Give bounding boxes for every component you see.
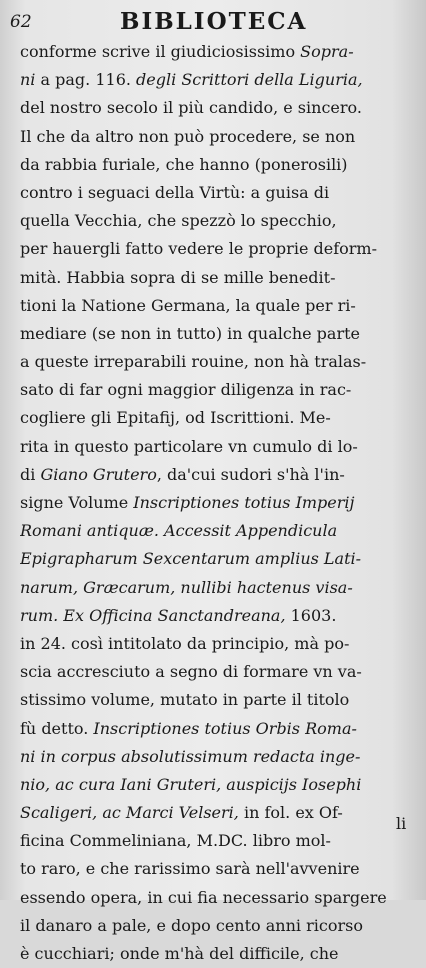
catchword: li bbox=[396, 814, 407, 833]
text-run: quella Vecchia, che spezzò lo specchio, bbox=[20, 211, 337, 231]
italic-text: ni bbox=[20, 70, 36, 90]
text-line bbox=[20, 38, 418, 66]
text-run: stissimo volume, mutato in parte il titolo bbox=[20, 690, 350, 710]
text-run: in 24. così intitolato da principio, mà po- bbox=[20, 633, 350, 653]
text-line bbox=[20, 602, 418, 630]
text-line bbox=[20, 658, 418, 686]
text-run: cogliere gli Epitafij, od Iscrittioni. Me- bbox=[20, 408, 331, 428]
text-line bbox=[20, 912, 418, 940]
body-text bbox=[20, 38, 418, 968]
text-run: essendo opera, in cui fia necessario spargere bbox=[20, 887, 387, 907]
text-line bbox=[20, 855, 418, 883]
text-run: mità. Habbia sopra di se mille benedit- bbox=[20, 267, 336, 287]
text-line bbox=[20, 235, 418, 263]
text-line bbox=[20, 884, 418, 912]
text-line bbox=[20, 404, 418, 432]
text-run: ficina Commeliniana, M.DC. libro mol- bbox=[20, 831, 331, 851]
text-line bbox=[20, 320, 418, 348]
text-line bbox=[20, 574, 418, 602]
text-line bbox=[20, 123, 418, 151]
text-run: mediare (se non in tutto) in qualche parte bbox=[20, 323, 360, 343]
text-run: conforme scrive il giudiciosissimo bbox=[20, 42, 301, 61]
italic-text: nio, ac cura Iani Gruteri, auspicijs Iosephi bbox=[20, 774, 362, 794]
text-line bbox=[20, 799, 418, 827]
text-line bbox=[20, 545, 418, 573]
italic-text: Inscriptiones totius Orbis Roma- bbox=[93, 718, 357, 738]
text-run: sato di far ogni maggior diligenza in rac- bbox=[20, 380, 352, 400]
text-run: a pag. 116. bbox=[35, 70, 137, 90]
text-run: di bbox=[20, 464, 41, 484]
text-line bbox=[20, 517, 418, 545]
italic-text: ni in corpus absolutissimum redacta inge- bbox=[20, 746, 361, 766]
italic-text: Sopra- bbox=[300, 42, 354, 61]
text-run: tioni la Natione Germana, la quale per ri- bbox=[20, 295, 356, 315]
text-line bbox=[20, 827, 418, 855]
text-line bbox=[20, 292, 418, 320]
page-number: 62 bbox=[10, 12, 32, 32]
italic-text: narum, Græcarum, nullibi hactenus visa- bbox=[20, 577, 353, 597]
text-line bbox=[20, 715, 418, 743]
text-line bbox=[20, 151, 418, 179]
text-line bbox=[20, 94, 418, 122]
text-run: contro i seguaci della Virtù: a guisa di bbox=[20, 182, 330, 202]
text-run: Il che da altro non può procedere, se non bbox=[20, 126, 356, 146]
text-line bbox=[20, 940, 418, 968]
text-run: il danaro a pale, e dopo cento anni ricorso bbox=[20, 915, 363, 935]
text-line bbox=[20, 771, 418, 799]
text-run: del nostro secolo il più candido, e sincero. bbox=[20, 98, 362, 118]
text-run: 1603. bbox=[285, 605, 337, 625]
text-run: fù detto. bbox=[20, 718, 94, 738]
text-line bbox=[20, 461, 418, 489]
page-header bbox=[0, 6, 426, 38]
italic-text: Scaligeri, ac Marci Velseri, bbox=[20, 803, 239, 823]
text-line bbox=[20, 743, 418, 771]
text-line bbox=[20, 376, 418, 404]
text-line bbox=[20, 207, 418, 235]
text-line bbox=[20, 348, 418, 376]
text-line bbox=[20, 66, 418, 94]
text-run: signe Volume bbox=[20, 493, 134, 512]
text-line bbox=[20, 686, 418, 714]
text-run: è cucchiari; onde m'hà del difficile, che bbox=[20, 944, 339, 963]
text-run: da rabbia furiale, che hanno (ponerosili) bbox=[20, 154, 348, 174]
text-run: per hauergli fatto vedere le proprie deform- bbox=[20, 239, 377, 259]
text-line bbox=[20, 179, 418, 207]
text-line bbox=[20, 264, 418, 292]
italic-text: Epigrapharum Sexcentarum amplius Lati- bbox=[20, 549, 362, 569]
text-run: in fol. ex Of- bbox=[238, 803, 343, 823]
text-line bbox=[20, 433, 418, 461]
italic-text: Inscriptiones totius Imperij bbox=[133, 493, 355, 512]
text-run: a queste irreparabili rouine, non hà tralas- bbox=[20, 352, 367, 372]
italic-text: Romani antiquæ. Accessit Appendicula bbox=[20, 521, 338, 541]
text-run: to raro, e che rarissimo sarà nell'avvenire bbox=[20, 859, 360, 879]
running-title: BIBLIOTECA bbox=[120, 8, 308, 35]
italic-text: rum. Ex Officina Sanctandreana, bbox=[20, 605, 286, 625]
text-run: , da'cui sudori s'hà l'in- bbox=[156, 464, 345, 484]
text-line bbox=[20, 630, 418, 658]
text-run: scia accresciuto a segno di formare vn va- bbox=[20, 662, 362, 682]
text-line bbox=[20, 489, 418, 517]
italic-text: degli Scrittori della Liguria, bbox=[136, 70, 363, 90]
text-run: rita in questo particolare vn cumulo di lo- bbox=[20, 436, 358, 456]
italic-text: Giano Grutero bbox=[40, 464, 157, 484]
